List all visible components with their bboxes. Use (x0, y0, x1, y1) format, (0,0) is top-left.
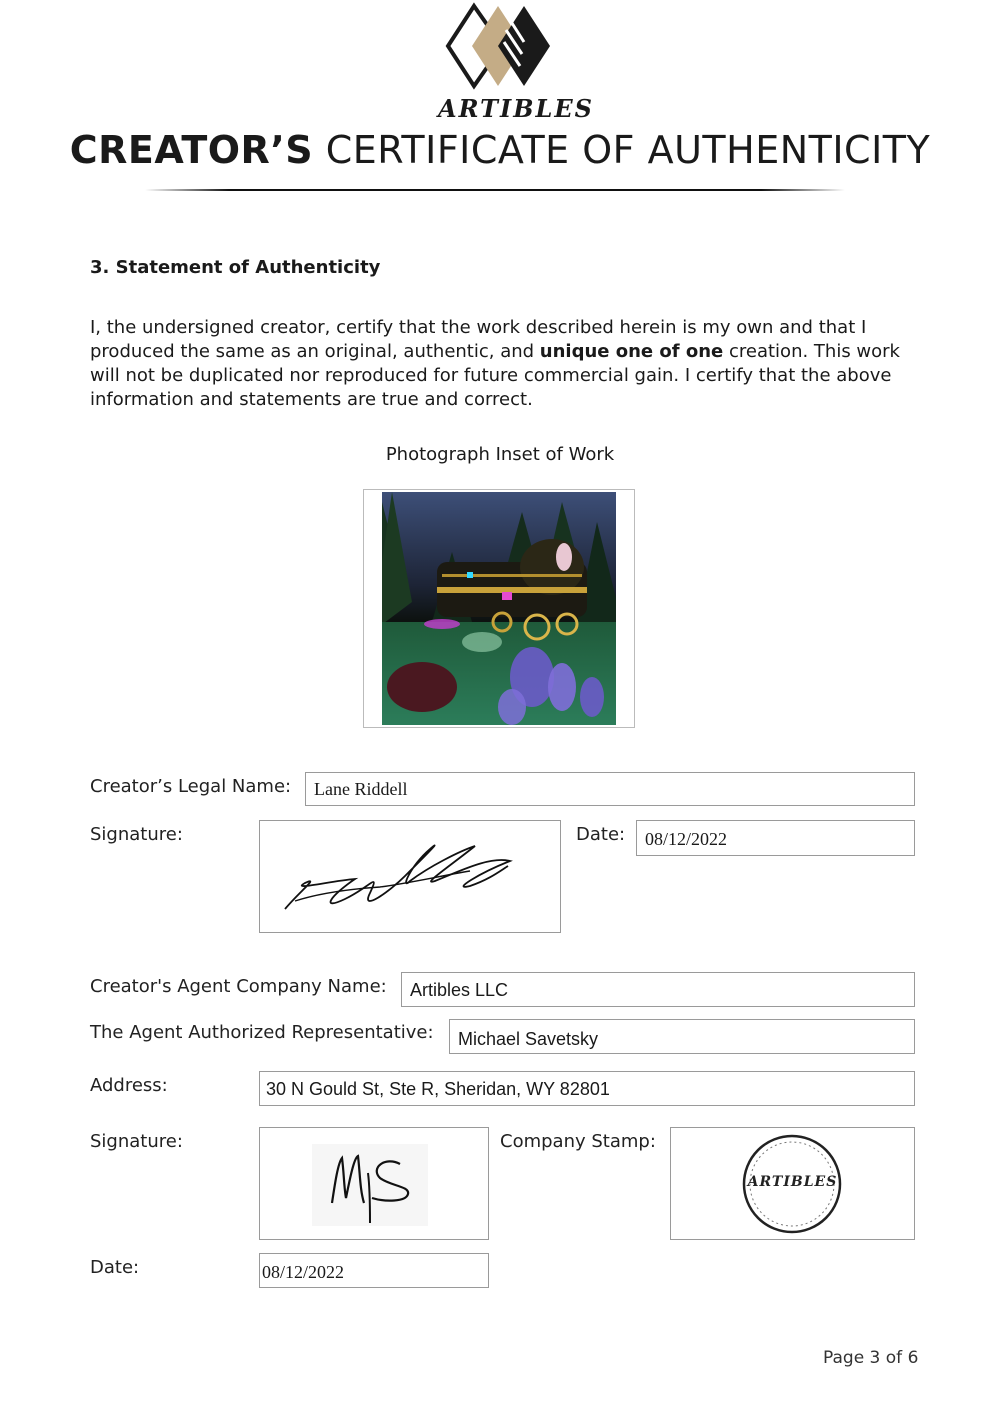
company-stamp-label: Company Stamp: (500, 1131, 656, 1152)
agent-date-label: Date: (90, 1257, 140, 1278)
agent-signature-box[interactable] (259, 1127, 489, 1240)
agent-company-label: Creator's Agent Company Name: (90, 976, 387, 997)
agent-date-value: 08/12/2022 (262, 1262, 345, 1282)
artwork-photo (382, 492, 616, 725)
creator-legal-name-field[interactable] (305, 772, 915, 806)
title-rest: CERTIFICATE OF AUTHENTICITY (325, 128, 931, 172)
agent-signature-image (260, 1128, 488, 1239)
agent-rep-label: The Agent Authorized Representative: (90, 1022, 434, 1043)
brand-wordmark: ARTIBLES (438, 94, 595, 123)
statement-paragraph (90, 316, 910, 412)
title-bold: CREATOR’S (69, 128, 314, 172)
creator-legal-name-label: Creator’s Legal Name: (90, 776, 292, 797)
company-stamp-box (670, 1127, 915, 1240)
photo-caption: Photograph Inset of Work (385, 444, 615, 465)
agent-address-value: 30 N Gould St, Ste R, Sheridan, WY 82801 (266, 1079, 610, 1099)
creator-legal-name-value: Lane Riddell (314, 779, 408, 799)
agent-company-field[interactable] (401, 972, 915, 1007)
statement-text-2: creation. This work will not be duplicated nor reproduced for future commercial gain. I certify that the above information and statements are true and correct. (90, 341, 900, 410)
page-title (0, 128, 1000, 172)
creator-signature-box[interactable] (259, 820, 561, 933)
statement-text-bold: unique one of one (539, 341, 724, 362)
title-divider (145, 189, 845, 191)
creator-date-value: 08/12/2022 (645, 829, 728, 849)
agent-rep-value: Michael Savetsky (458, 1029, 599, 1049)
page-number: Page 3 of 6 (823, 1348, 919, 1368)
statement-text-1: I, the undersigned creator, certify that the work described herein is my own and that I produced the same as an original, authentic, and (90, 317, 867, 362)
agent-company-value: Artibles LLC (410, 980, 509, 1000)
creator-signature-label: Signature: (90, 824, 183, 845)
agent-signature-label: Signature: (90, 1131, 183, 1152)
section-heading: 3. Statement of Authenticity (90, 257, 381, 278)
creator-date-label: Date: (576, 824, 626, 845)
agent-address-label: Address: (90, 1075, 168, 1096)
agent-address-field[interactable] (259, 1071, 915, 1106)
creator-signature-image (260, 821, 560, 932)
creator-date-field[interactable] (636, 820, 915, 856)
stamp-text: ARTIBLES (747, 1174, 838, 1190)
agent-rep-field[interactable] (449, 1019, 915, 1054)
agent-date-field[interactable] (259, 1253, 489, 1288)
